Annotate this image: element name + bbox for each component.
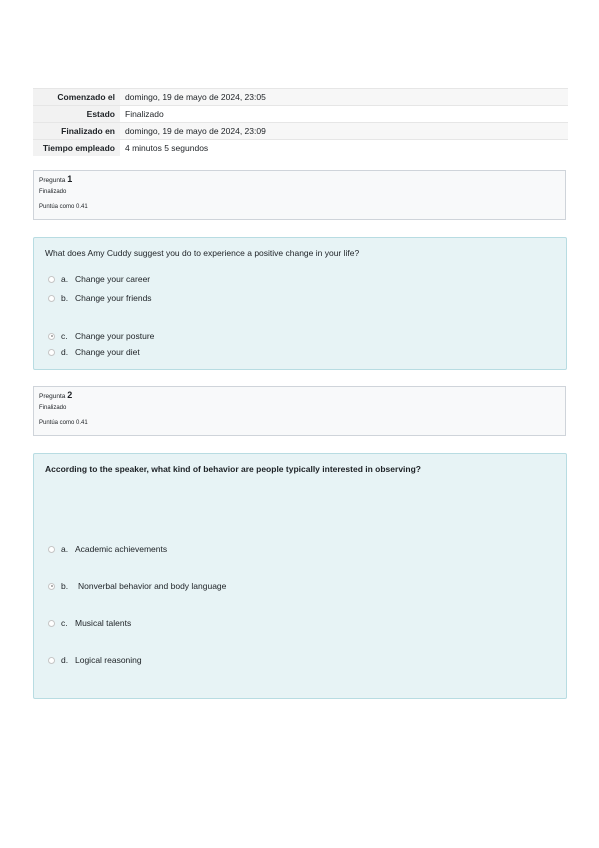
question-number-value: 2 xyxy=(67,390,73,400)
answer-text: Logical reasoning xyxy=(75,655,142,665)
answer-option[interactable] xyxy=(48,581,226,591)
answer-text: Academic achievements xyxy=(75,544,168,554)
answer-option[interactable] xyxy=(48,618,131,628)
summary-value: domingo, 19 de mayo de 2024, 23:05 xyxy=(120,89,568,106)
summary-value: 4 minutos 5 segundos xyxy=(120,140,568,157)
question-number-value: 1 xyxy=(67,174,73,184)
summary-label: Finalizado en xyxy=(33,123,120,140)
answer-letter: d. xyxy=(61,347,69,357)
answer-text: Musical talents xyxy=(75,618,132,628)
answer-text: Nonverbal behavior and body language xyxy=(78,581,227,591)
question-status: Finalizado xyxy=(39,405,67,411)
question-text: What does Amy Cuddy suggest you do to experience a positive change in your life? xyxy=(45,248,360,258)
summary-row xyxy=(33,140,568,157)
answer-option[interactable] xyxy=(48,655,142,665)
answer-letter: c. xyxy=(61,618,68,628)
question-2-info xyxy=(33,386,566,436)
question-score: Puntúa como 0.41 xyxy=(39,420,88,426)
answer-option[interactable] xyxy=(48,544,167,554)
summary-value: domingo, 19 de mayo de 2024, 23:09 xyxy=(120,123,568,140)
question-1-info xyxy=(33,170,566,220)
answer-letter: a. xyxy=(61,544,69,554)
summary-row xyxy=(33,106,568,123)
summary-label: Tiempo empleado xyxy=(33,140,120,157)
radio-button-selected[interactable] xyxy=(48,583,55,590)
question-score: Puntúa como 0.41 xyxy=(39,204,88,210)
answer-option[interactable] xyxy=(48,331,154,341)
question-2-content xyxy=(33,453,567,699)
radio-button[interactable] xyxy=(48,276,55,283)
question-prefix: Pregunta xyxy=(39,177,66,184)
question-number xyxy=(39,175,560,185)
question-1-content xyxy=(33,237,567,370)
summary-value: Finalizado xyxy=(120,106,568,123)
question-status: Finalizado xyxy=(39,189,67,195)
answer-text: Change your career xyxy=(75,274,151,284)
answer-letter: b. xyxy=(61,293,69,303)
answer-letter: b. xyxy=(61,581,69,591)
radio-button-selected[interactable] xyxy=(48,333,55,340)
answer-option[interactable] xyxy=(48,274,150,284)
summary-row xyxy=(33,89,568,106)
answer-text: Change your diet xyxy=(75,347,140,357)
answer-letter: c. xyxy=(61,331,68,341)
attempt-summary-table xyxy=(33,88,568,156)
answer-option[interactable] xyxy=(48,347,140,357)
radio-button[interactable] xyxy=(48,620,55,627)
radio-button[interactable] xyxy=(48,546,55,553)
summary-label: Comenzado el xyxy=(33,89,120,106)
summary-row xyxy=(33,123,568,140)
question-text: According to the speaker, what kind of behavior are people typically interested in observing? xyxy=(45,464,421,474)
radio-button[interactable] xyxy=(48,657,55,664)
answer-text: Change your posture xyxy=(75,331,155,341)
radio-button[interactable] xyxy=(48,349,55,356)
radio-button[interactable] xyxy=(48,295,55,302)
answer-text: Change your friends xyxy=(75,293,152,303)
answer-letter: d. xyxy=(61,655,69,665)
answer-option[interactable] xyxy=(48,293,152,303)
question-prefix: Pregunta xyxy=(39,393,66,400)
summary-label: Estado xyxy=(33,106,120,123)
answer-letter: a. xyxy=(61,274,69,284)
question-number xyxy=(39,391,560,401)
